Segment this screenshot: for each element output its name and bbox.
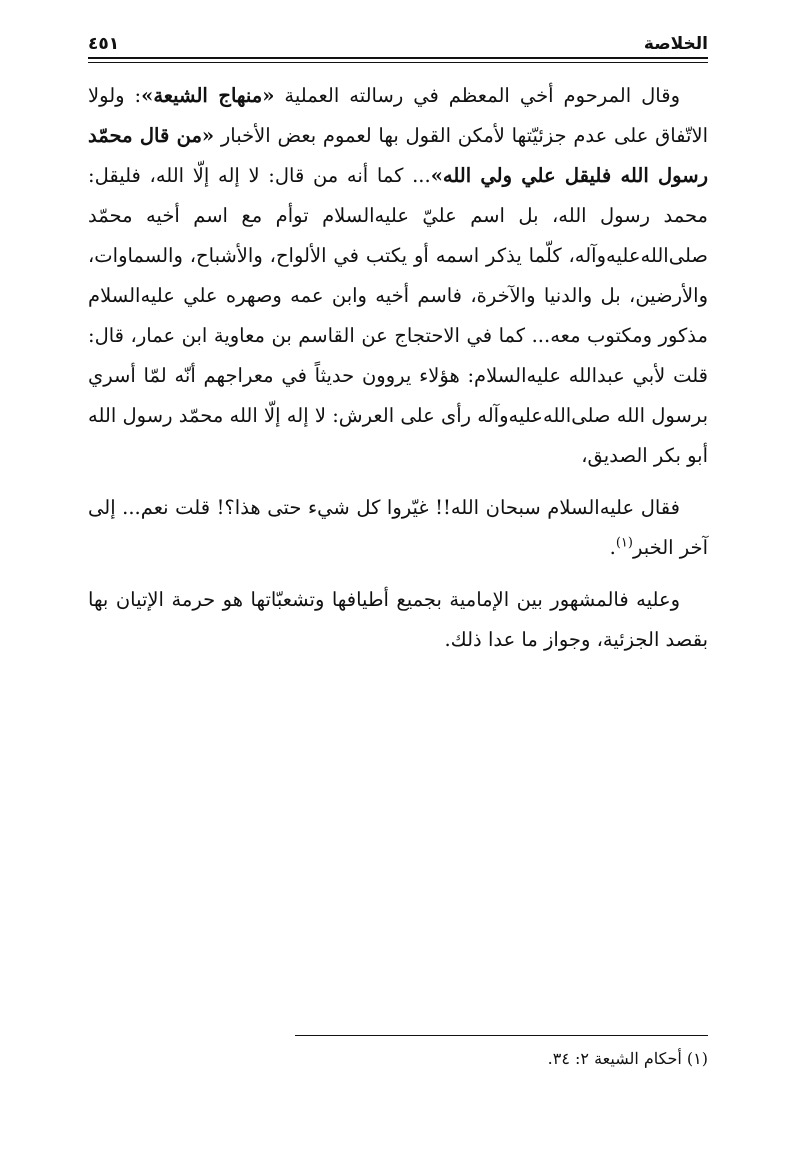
- chapter-title: الخلاصة: [643, 34, 708, 54]
- quoted-title: «منهاج الشيعة»: [141, 84, 275, 107]
- footnote: (١) أحكام الشيعة ٢: ٣٤.: [547, 1049, 708, 1068]
- paragraph-3: [88, 580, 708, 660]
- text-run: فقال عليه‌السلام سبحان الله!! غيّروا كل شيء حتى هذا؟! قلت نعم... إلى آخر الخبر: [88, 496, 708, 559]
- paragraph-1: [88, 76, 708, 476]
- paragraph-2: فقال عليه‌السلام سبحان الله!! غيّروا كل شيء حتى هذا؟! قلت نعم... إلى آخر الخبر$^{(١)}$.: [88, 496, 708, 559]
- text-run: : ولولا الاتّفاق على عدم جزئيّتها لأمكن القول بها لعموم بعض الأخبار: [88, 84, 708, 147]
- footnote-divider: [295, 1035, 708, 1036]
- page-number: ٤٥١: [88, 34, 120, 54]
- text-run: وقال المرحوم أخي المعظم في رسالته العملية: [274, 84, 680, 107]
- footnote-marker[interactable]: (١): [615, 535, 633, 551]
- running-header: [88, 30, 708, 60]
- body-text: [88, 76, 708, 660]
- header-rule-thin: [88, 62, 708, 63]
- text-run: وعليه فالمشهور بين الإمامية بجميع أطيافها وتشعبّاتها هو حرمة الإتيان بها بقصد الجزئية، وجواز ما عدا ذلك.: [88, 588, 708, 651]
- quoted-hadith: «من قال محمّد رسول الله فليقل علي ولي الله»: [88, 124, 708, 187]
- header-rule-thick: [88, 57, 708, 59]
- text-run: ... كما أنه من قال: لا إله إلّا الله، فليقل: محمد رسول الله، بل اسم عليّ عليه‌السلام توأم مع اسم أخيه محمّد صلى‌الله‌عليه‌وآله، كلّما يذكر اسمه أو يكتب في الألواح، والأشباح، والسماوات، والأرضين، بل والدنيا والآخرة، فاسم أخيه وابن عمه وصهره علي عليه‌السلام مذكور ومكتوب معه... كما في الاحتجاج عن القاسم بن معاوية ابن عمار، قال: قلت لأبي عبدالله عليه‌السلام: هؤلاء يروون حديثاً في معراجهم أنّه لمّا أسري برسول الله صلى‌الله‌عليه‌وآله رأى على العرش: لا إله إلّا الله محمّد رسول الله أبو بكر الصديق،: [88, 164, 708, 467]
